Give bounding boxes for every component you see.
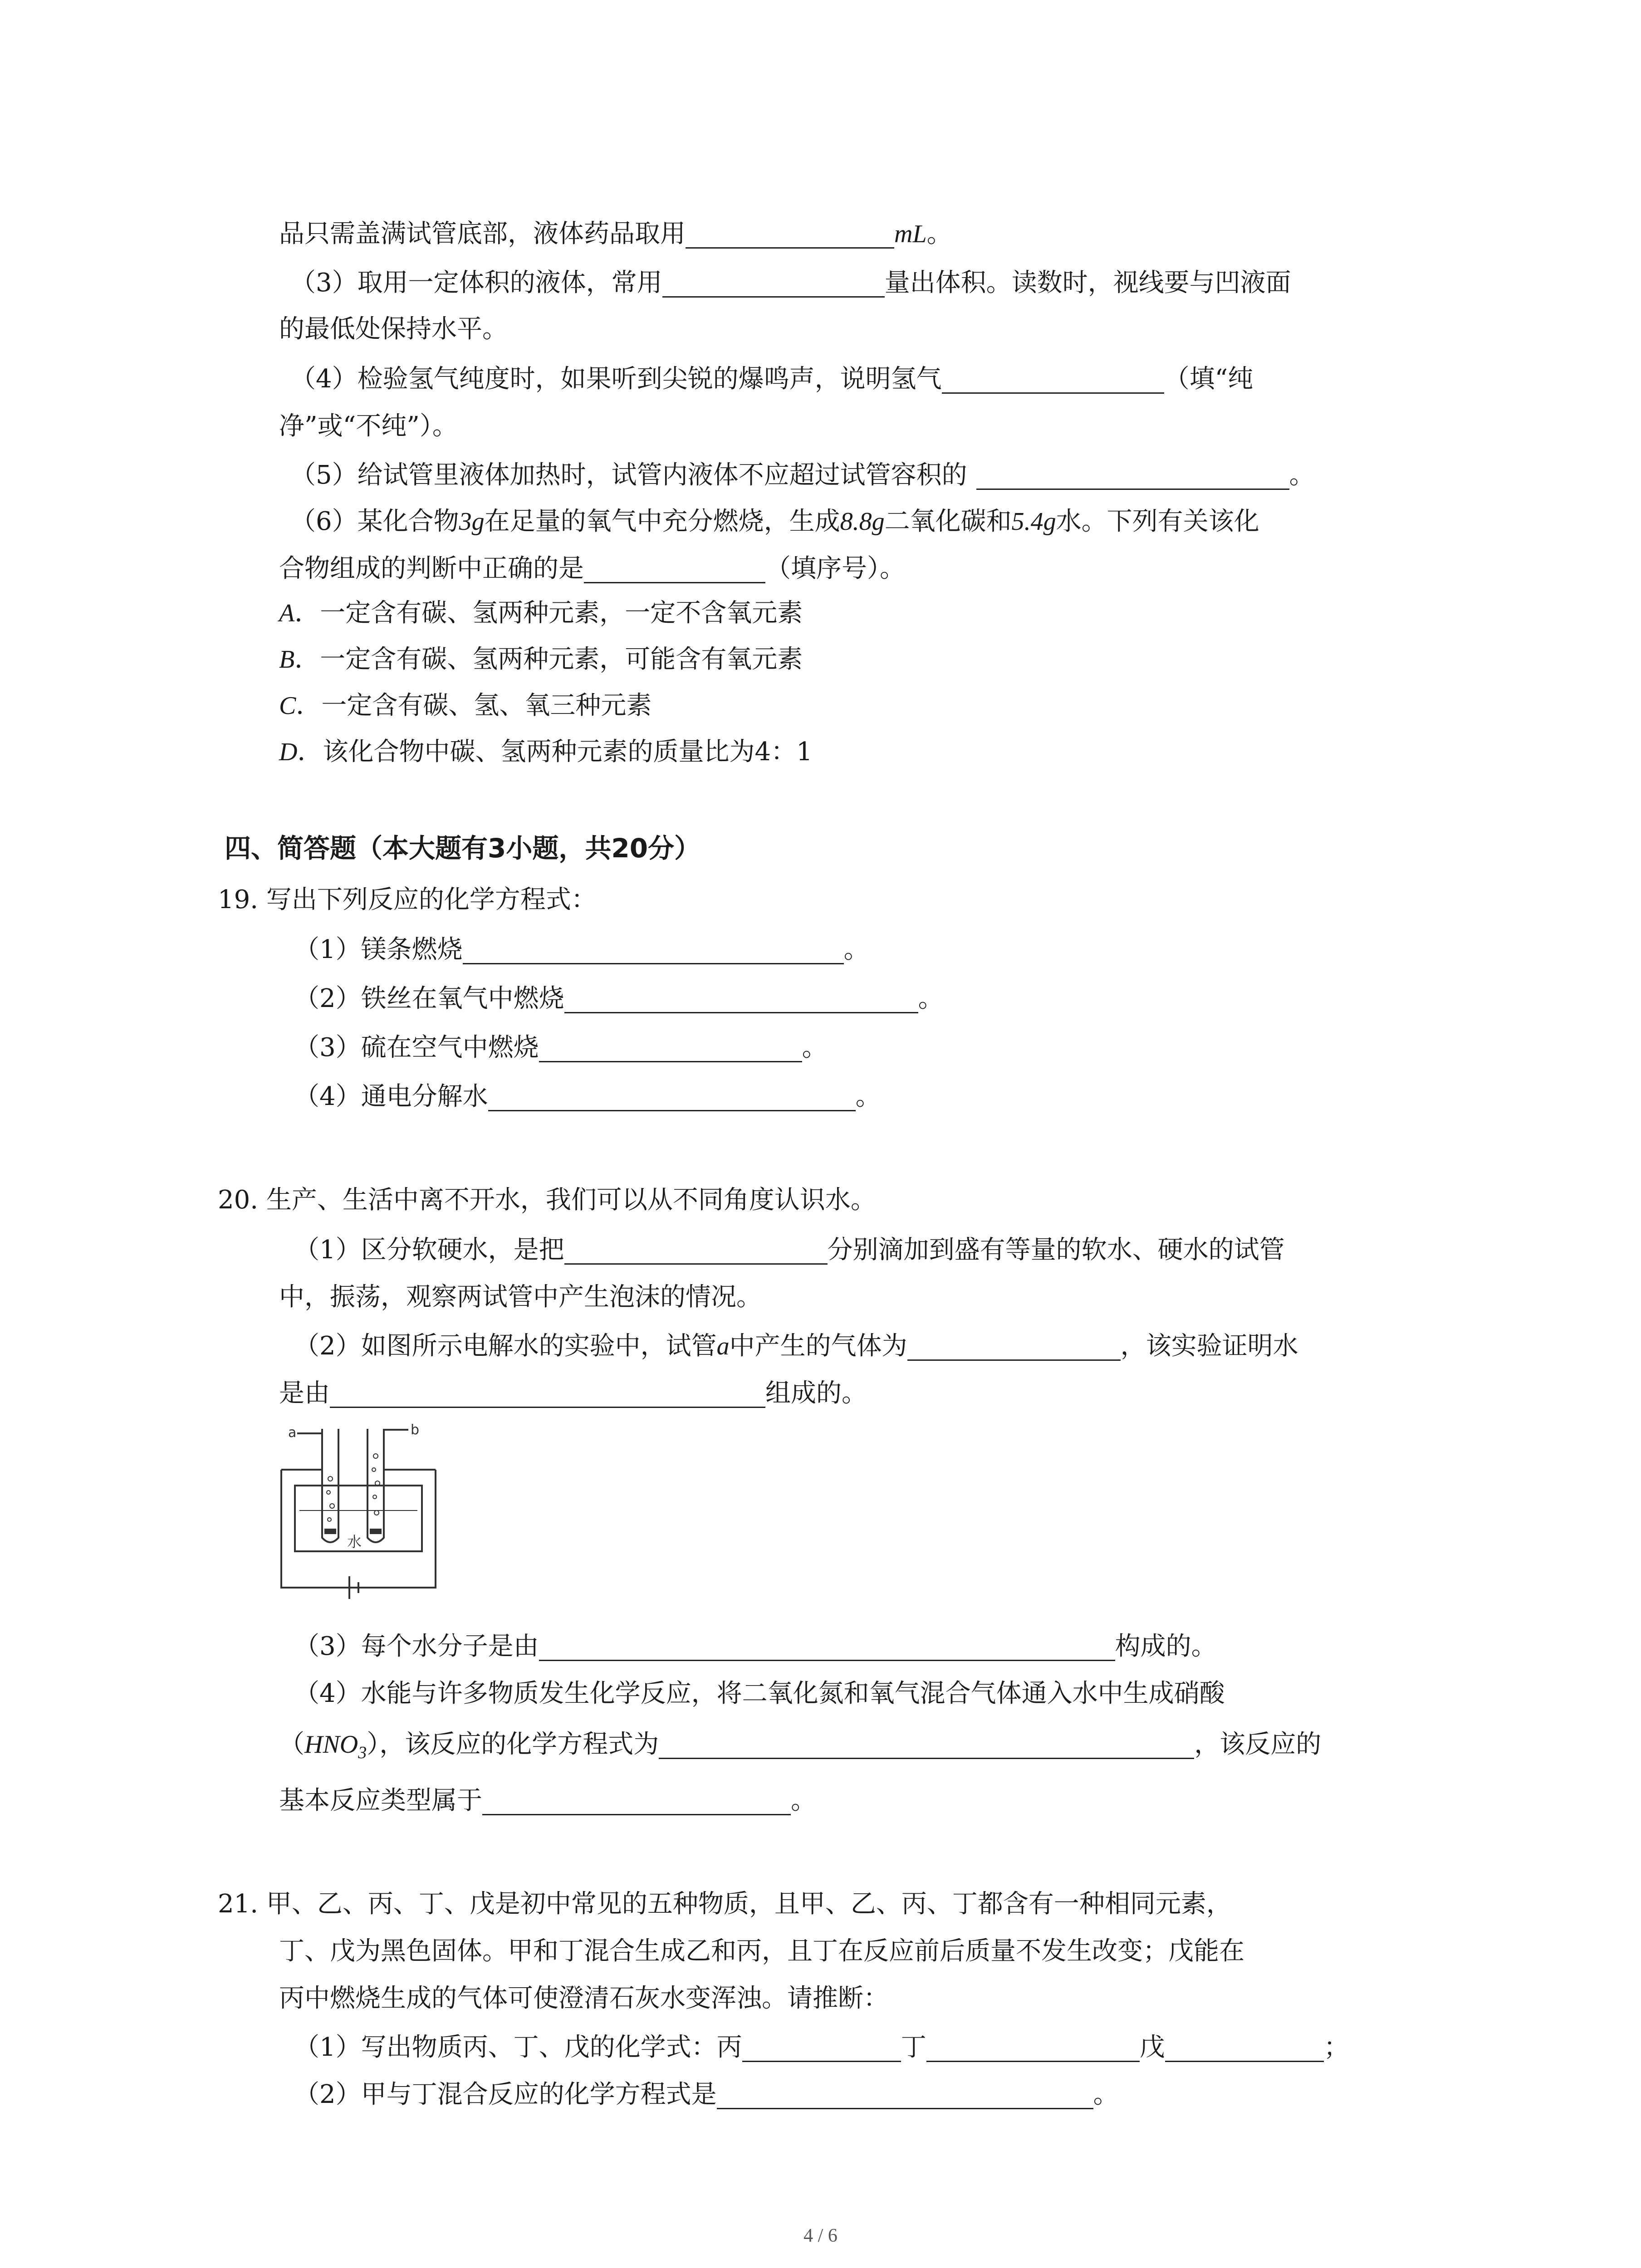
q21-p1-text: 丁	[901, 2033, 926, 2062]
water-label: 水	[347, 1533, 362, 1550]
q20-part3	[294, 1630, 1217, 1663]
q20-p2-text: 组成的。	[765, 1378, 867, 1408]
answer-blank[interactable]	[1165, 2033, 1324, 2062]
option-a[interactable]	[279, 597, 803, 630]
q18-p6-text: （6）某化合物	[290, 507, 459, 536]
q19-item-3	[294, 1031, 828, 1064]
option-text: ．一定含有碳、氢两种元素，一定不含氧元素	[294, 598, 803, 628]
q21-line1: 21. 甲、乙、丙、丁、戊是初中常见的五种物质，且甲、乙、丙、丁都含有一种相同元素，	[218, 1889, 1232, 1919]
q20-p2-text: （2）如图所示电解水的实验中，试管	[294, 1331, 717, 1361]
punct: 。	[1093, 2080, 1119, 2109]
punct: ；	[1323, 2033, 1349, 2062]
q21-line3: 丙中燃烧生成的气体可使澄清石灰水变浑浊。请推断：	[279, 1984, 889, 2013]
answer-blank[interactable]	[907, 1332, 1121, 1361]
q21-part1	[294, 2031, 1349, 2064]
q20-part4-cont	[279, 1728, 1321, 1769]
q18-part3-cont: 的最低处保持水平。	[279, 314, 508, 344]
q18-p5-text: （5）给试管里液体加热时，试管内液体不应超过试管容积的	[290, 460, 967, 490]
q18-p6-text: 合物组成的判断中正确的是	[279, 554, 584, 583]
option-c[interactable]	[279, 689, 652, 722]
answer-blank[interactable]	[976, 461, 1289, 490]
q20-p2-text: 是由	[279, 1378, 330, 1408]
q21-part2	[294, 2078, 1119, 2111]
option-letter: A	[279, 599, 295, 627]
answer-blank[interactable]	[942, 365, 1164, 394]
q18-cont-text: 品只需盖满试管底部，液体药品取用	[279, 219, 686, 249]
option-text: ．一定含有碳、氢、氧三种元素	[296, 691, 652, 720]
answer-blank[interactable]	[564, 1236, 828, 1265]
tube-label-a: a	[288, 1425, 297, 1441]
answer-blank[interactable]	[742, 2033, 901, 2062]
electrode-a	[324, 1529, 336, 1534]
q18-part5	[290, 459, 1315, 492]
answer-blank[interactable]	[564, 985, 918, 1013]
q18-p6-text: 在足量的氧气中充分燃烧，生成	[484, 507, 840, 536]
tube-var: a	[716, 1332, 730, 1360]
q21-line2: 丁、戊为黑色固体。甲和丁混合生成乙和丙，且丁在反应前后质量不发生改变；戊能在	[279, 1936, 1244, 1966]
answer-blank[interactable]	[686, 220, 894, 249]
item-label: （1）镁条燃烧	[294, 935, 463, 964]
q20-p1-text-b: 分别滴加到盛有等量的软水、硬水的试管	[827, 1235, 1285, 1265]
q18-p6-text: 二氧化碳和	[884, 507, 1012, 536]
q20-part1-cont: 中，振荡，观察两试管中产生泡沫的情况。	[279, 1282, 762, 1312]
item-label: （4）通电分解水	[294, 1082, 488, 1111]
q20-p2-text: 中产生的气体为	[729, 1331, 907, 1361]
q18-part4-cont: 净”或“不纯”）。	[279, 411, 458, 441]
answer-blank[interactable]	[662, 269, 885, 298]
tube-label-b: b	[411, 1422, 420, 1438]
q18-part6	[290, 505, 1259, 538]
punct: 。	[791, 1786, 816, 1815]
q18-part4	[290, 363, 1253, 396]
answer-blank[interactable]	[539, 1633, 1115, 1661]
item-label: （2）铁丝在氧气中燃烧	[294, 984, 564, 1013]
q20-p3-text: 构成的。	[1115, 1632, 1217, 1661]
q20-p4-text: ，该反应的	[1194, 1730, 1322, 1759]
mass-value: 3g	[459, 508, 485, 536]
section-heading: 四、简答题（本大题有3小题，共20分）	[225, 833, 701, 864]
option-letter: D	[279, 738, 298, 766]
option-letter: B	[279, 645, 295, 674]
answer-blank[interactable]	[659, 1730, 1194, 1759]
q20-p4-text: 基本反应类型属于	[279, 1786, 482, 1815]
q20-p2-text: ，该实验证明水	[1120, 1331, 1298, 1361]
q20-p3-text: （3）每个水分子是由	[294, 1632, 539, 1661]
q20-p4-text: ，该反应的化学方程式为	[379, 1730, 659, 1759]
option-letter: C	[279, 692, 296, 720]
mass-value: 8.8g	[840, 508, 885, 536]
punct: 。	[926, 219, 952, 249]
electrode-b	[370, 1529, 382, 1534]
q20-part2	[294, 1330, 1298, 1363]
paren: （	[279, 1730, 304, 1759]
q20-part1	[294, 1234, 1285, 1266]
q18-part3	[290, 267, 1291, 299]
gas-bubbles	[327, 1454, 380, 1521]
q18-p6-text: 水。下列有关该化	[1056, 507, 1259, 536]
option-b[interactable]	[279, 643, 803, 676]
q19-item-2	[294, 982, 944, 1015]
unit-ml: mL	[894, 220, 927, 248]
q21-p1-text: （1）写出物质丙、丁、戊的化学式：丙	[294, 2033, 742, 2062]
paren: ）	[367, 1730, 380, 1759]
q20-part4: （4）水能与许多物质发生化学反应，将二氧化氮和氧气混合气体通入水中生成硝酸	[294, 1679, 1225, 1708]
answer-blank[interactable]	[717, 2081, 1093, 2109]
answer-blank[interactable]	[584, 555, 765, 583]
answer-blank[interactable]	[463, 936, 844, 964]
formula-subscript: 3	[358, 1743, 367, 1763]
punct: 。	[918, 984, 944, 1013]
q18-p3-text-b: 量出体积。读数时，视线要与凹液面	[884, 268, 1291, 298]
q21-p1-text: 戊	[1139, 2033, 1165, 2062]
punct: 。	[1289, 460, 1315, 490]
item-label: （3）硫在空气中燃烧	[294, 1033, 539, 1062]
mass-value: 5.4g	[1011, 508, 1056, 536]
q18-p4-text: （4）检验氢气纯度时，如果听到尖锐的爆鸣声，说明氢气	[290, 364, 942, 394]
q19-item-4	[294, 1080, 881, 1113]
outer-circuit-wire	[281, 1470, 436, 1588]
punct: 。	[802, 1033, 828, 1062]
punct: 。	[843, 935, 869, 964]
q20-stem: 20. 生产、生活中离不开水，我们可以从不同角度认识水。	[218, 1185, 876, 1215]
option-text: ．一定含有碳、氢两种元素，可能含有氧元素	[294, 645, 803, 674]
q19-stem: 19. 写出下列反应的化学方程式：	[218, 885, 597, 914]
answer-blank[interactable]	[926, 2033, 1140, 2062]
answer-blank[interactable]	[539, 1034, 802, 1062]
q18-p6-text: （填序号）。	[765, 554, 905, 583]
q19-item-1	[294, 934, 869, 966]
q18-p4-text-b: （填“纯	[1164, 364, 1254, 394]
answer-blank[interactable]	[488, 1083, 856, 1111]
q18-p3-text: （3）取用一定体积的液体，常用	[290, 268, 662, 298]
q20-p1-text: （1）区分软硬水，是把	[294, 1235, 564, 1265]
option-d[interactable]	[279, 736, 813, 768]
answer-blank[interactable]	[330, 1379, 765, 1408]
option-text: ．该化合物中碳、氢两种元素的质量比为4：1	[297, 737, 813, 767]
q20-part2-cont	[279, 1377, 867, 1410]
q18-continuation-line	[279, 218, 952, 250]
q21-p2-text: （2）甲与丁混合反应的化学方程式是	[294, 2080, 717, 2109]
formula: HNO	[304, 1730, 358, 1759]
q20-part4-cont2	[279, 1784, 816, 1817]
page-number: 4 / 6	[803, 2225, 838, 2246]
punct: 。	[855, 1082, 881, 1111]
answer-blank[interactable]	[482, 1787, 791, 1815]
q18-part6-cont	[279, 552, 905, 585]
electrolysis-apparatus-figure	[272, 1420, 454, 1619]
